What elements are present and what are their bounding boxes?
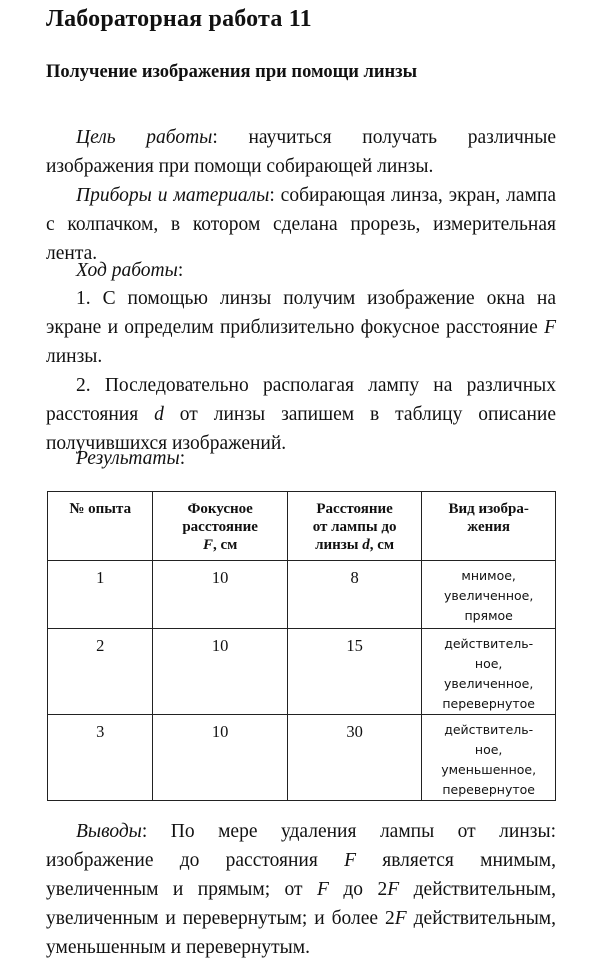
desc-line: мнимое, — [461, 568, 516, 583]
goal-paragraph — [46, 123, 556, 181]
desc-line: уменьшенное, — [441, 762, 537, 777]
desc-line: действитель- — [444, 722, 534, 737]
goal-text: : научиться получать различные изображения при помощи собирающей линзы. — [46, 127, 556, 177]
cell-description — [422, 715, 556, 801]
header-text: жения — [467, 519, 511, 535]
conclusions-text: является мнимым, увеличенным и прямым; от — [46, 850, 556, 900]
cell-description — [422, 629, 556, 715]
conclusions-text: : По мере удаления лампы от линзы: изображение до расстояния — [46, 821, 556, 871]
header-var: F — [202, 537, 213, 553]
cell-number: 1 — [48, 561, 153, 629]
goal-label: Цель работы — [76, 127, 213, 148]
equipment-text: : собирающая линза, экран, лампа с колпачком, в котором сделана прорезь, измерительная лента. — [46, 185, 556, 264]
desc-line: действитель- — [444, 636, 534, 651]
desc-line: ное, — [474, 656, 503, 671]
header-prefix: линзы — [315, 537, 363, 553]
header-text: № опыта — [69, 501, 132, 517]
table-header-row — [48, 492, 556, 561]
desc-line: прямое — [464, 608, 513, 623]
header-focal-length — [153, 492, 287, 561]
header-unit: , см — [212, 537, 238, 553]
cell-distance: 15 — [287, 629, 421, 715]
cell-focal: 10 — [153, 561, 287, 629]
cell-focal: 10 — [153, 629, 287, 715]
header-text: от лампы до — [312, 519, 397, 535]
equipment-label: Приборы и материалы — [76, 185, 270, 206]
conclusions-var: F — [387, 879, 400, 900]
table-row — [48, 629, 556, 715]
header-text: Фокусное — [187, 501, 253, 517]
cell-focal: 10 — [153, 715, 287, 801]
header-unit: , см — [369, 537, 395, 553]
desc-line: увеличенное, — [444, 676, 534, 691]
desc-line: перевернутое — [442, 782, 535, 797]
header-text — [153, 536, 286, 554]
procedure-heading — [76, 256, 586, 285]
conclusions-text: действительным, увеличенным и перевернутым; и более 2 — [46, 879, 556, 929]
equipment-paragraph — [46, 181, 556, 268]
page-title: Лабораторная работа 11 — [46, 6, 312, 32]
cell-number: 2 — [48, 629, 153, 715]
header-lamp-distance — [287, 492, 421, 561]
header-image-type — [422, 492, 556, 561]
conclusions-text: действительным, уменьшенным и перевернутым. — [46, 908, 557, 958]
header-var: d — [362, 537, 370, 553]
results-table — [47, 491, 556, 801]
conclusions-var: F — [317, 879, 329, 900]
results-colon: : — [179, 448, 186, 469]
results-label: Результаты — [76, 448, 180, 469]
cell-number: 3 — [48, 715, 153, 801]
header-text: расстояние — [182, 519, 258, 535]
results-heading — [76, 444, 586, 473]
step-1-var: F — [544, 317, 556, 338]
desc-line: увеличенное, — [444, 588, 534, 603]
step-2-var: d — [154, 404, 164, 425]
procedure-label: Ход работы — [76, 260, 178, 281]
step-2-text: 2. Последовательно располагая лампу на различных расстояния — [46, 375, 556, 425]
cell-distance: 8 — [287, 561, 421, 629]
step-1-text: 1. С помощью линзы получим изображение окна на экране и определим приблизительно фокусное расстояние — [46, 288, 556, 338]
table-row — [48, 715, 556, 801]
procedure-colon: : — [177, 260, 184, 281]
conclusions-label: Выводы — [76, 821, 142, 842]
header-text — [288, 536, 421, 554]
conclusions-var: F — [344, 850, 356, 871]
conclusions-paragraph — [46, 817, 556, 962]
step-2-text-end: от линзы запишем в таблицу описание получившихся изображений. — [46, 404, 556, 454]
header-text: Вид изобра- — [448, 501, 529, 517]
procedure-step-1 — [46, 284, 556, 371]
desc-line: перевернутое — [442, 696, 535, 711]
header-experiment-number — [48, 492, 153, 561]
section-subtitle: Получение изображения при помощи линзы — [46, 62, 418, 82]
conclusions-var: F — [394, 908, 407, 929]
header-text: Расстояние — [316, 501, 393, 517]
conclusions-text: до 2 — [328, 879, 388, 900]
step-1-text-end: линзы. — [46, 346, 103, 367]
cell-distance: 30 — [287, 715, 421, 801]
table-row — [48, 561, 556, 629]
cell-description — [422, 561, 556, 629]
desc-line: ное, — [474, 742, 503, 757]
